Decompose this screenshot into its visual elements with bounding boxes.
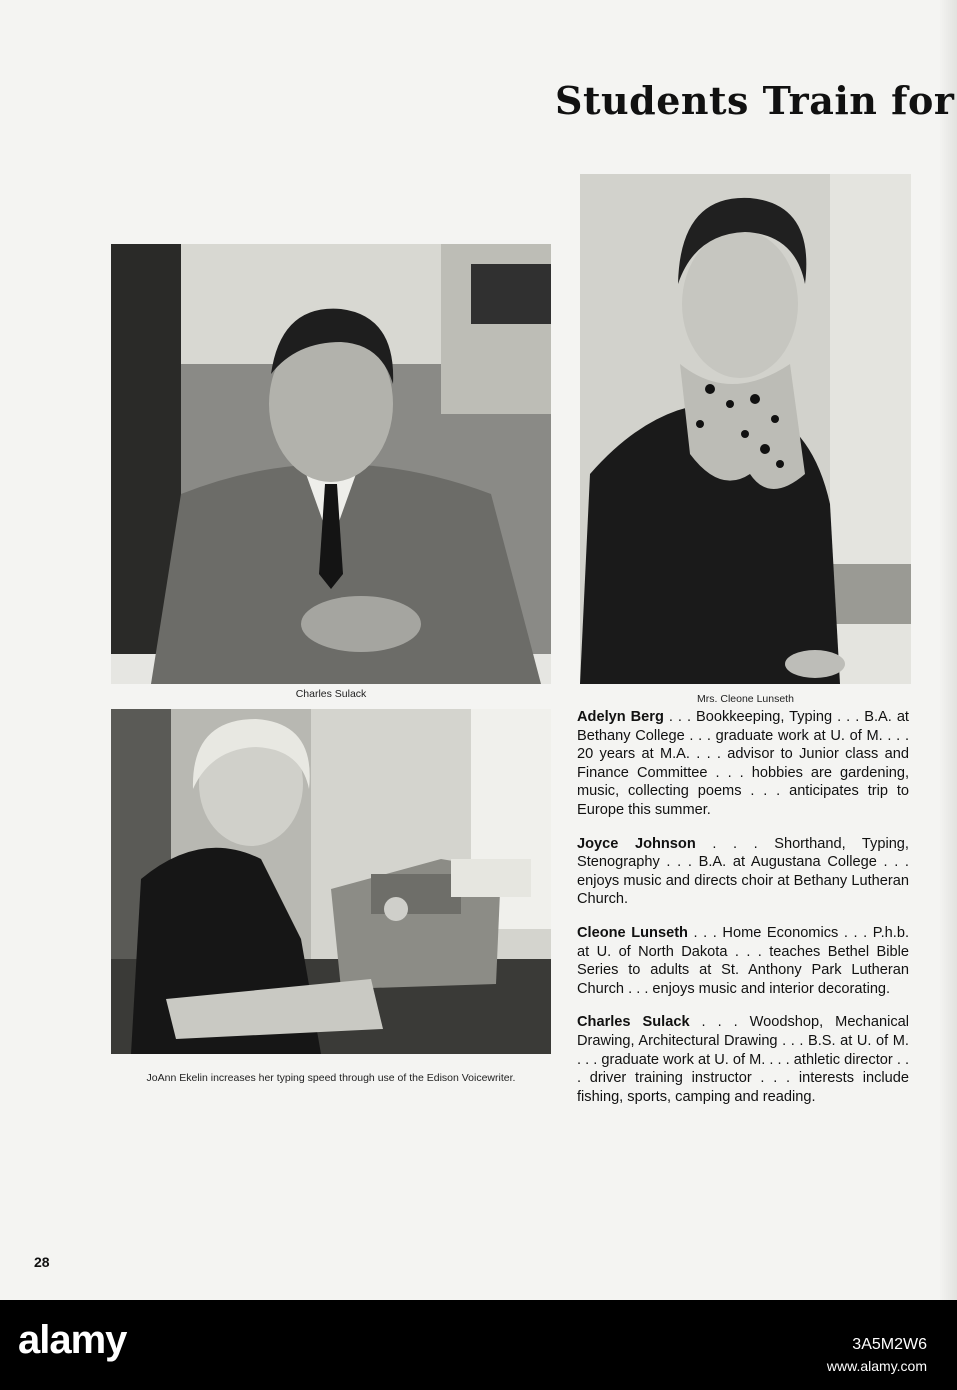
photo-ekelin-illustration	[111, 709, 551, 1054]
bio-name: Charles Sulack	[577, 1014, 690, 1031]
bio-name: Joyce Johnson	[577, 835, 696, 852]
stock-image-id: 3A5M2W6	[852, 1336, 927, 1353]
alamy-logo: alamy	[18, 1318, 127, 1362]
page-title: Students Train for	[555, 78, 955, 123]
page-number: 28	[34, 1254, 50, 1270]
watermark-footer	[0, 1300, 957, 1390]
bio-name: Adelyn Berg	[577, 709, 664, 725]
caption-cleone-lunseth: Mrs. Cleone Lunseth	[697, 693, 794, 705]
page-edge-shadow	[939, 0, 957, 1300]
stock-site-url: www.alamy.com	[826, 1358, 927, 1374]
bio-joyce-johnson	[577, 835, 909, 909]
bio-text: . . . Home Economics . . . P.h.b. at U. of North Dakota . . . teaches Bethel Bible Series to adults at St. Anthony Park Lutheran Church . . . enjoys music and interior decorating.	[577, 924, 909, 997]
photo-lunseth-illustration	[580, 174, 911, 684]
caption-joann-ekelin: JoAnn Ekelin increases her typing speed through use of the Edison Voicewriter.	[146, 1072, 516, 1084]
photo-charles-sulack	[111, 244, 551, 684]
bio-name: Cleone Lunseth	[577, 924, 688, 941]
faculty-bios	[577, 708, 909, 1121]
bio-text: . . . Bookkeeping, Typing . . . B.A. at Bethany College . . . graduate work at U. of M. . . . 20 years at M.A. . . . advisor to Junior class and Finance Committee . . . hobbies are gardening, music, collecting poems . . . anticipates trip to Europe this summer.	[577, 709, 909, 818]
bio-text: . . . Shorthand, Typing, Stenography . . . B.A. at Augustana College . . . enjoys music and directs choir at Bethany Lutheran Church.	[577, 835, 909, 908]
photo-joann-ekelin	[111, 709, 551, 1054]
photo-sulack-illustration	[111, 244, 551, 684]
caption-charles-sulack: Charles Sulack	[295, 688, 367, 700]
bio-charles-sulack	[577, 1013, 909, 1106]
bio-cleone-lunseth	[577, 924, 909, 998]
photo-cleone-lunseth	[580, 174, 911, 684]
bio-text: . . . Woodshop, Mechanical Drawing, Architectural Drawing . . . B.S. at U. of M. . . . graduate work at U. of M. . . . athletic director . . . driver training instructor . . . interests include fishing, sports, camping and reading.	[577, 1014, 909, 1105]
bio-adelyn-berg	[577, 708, 909, 820]
